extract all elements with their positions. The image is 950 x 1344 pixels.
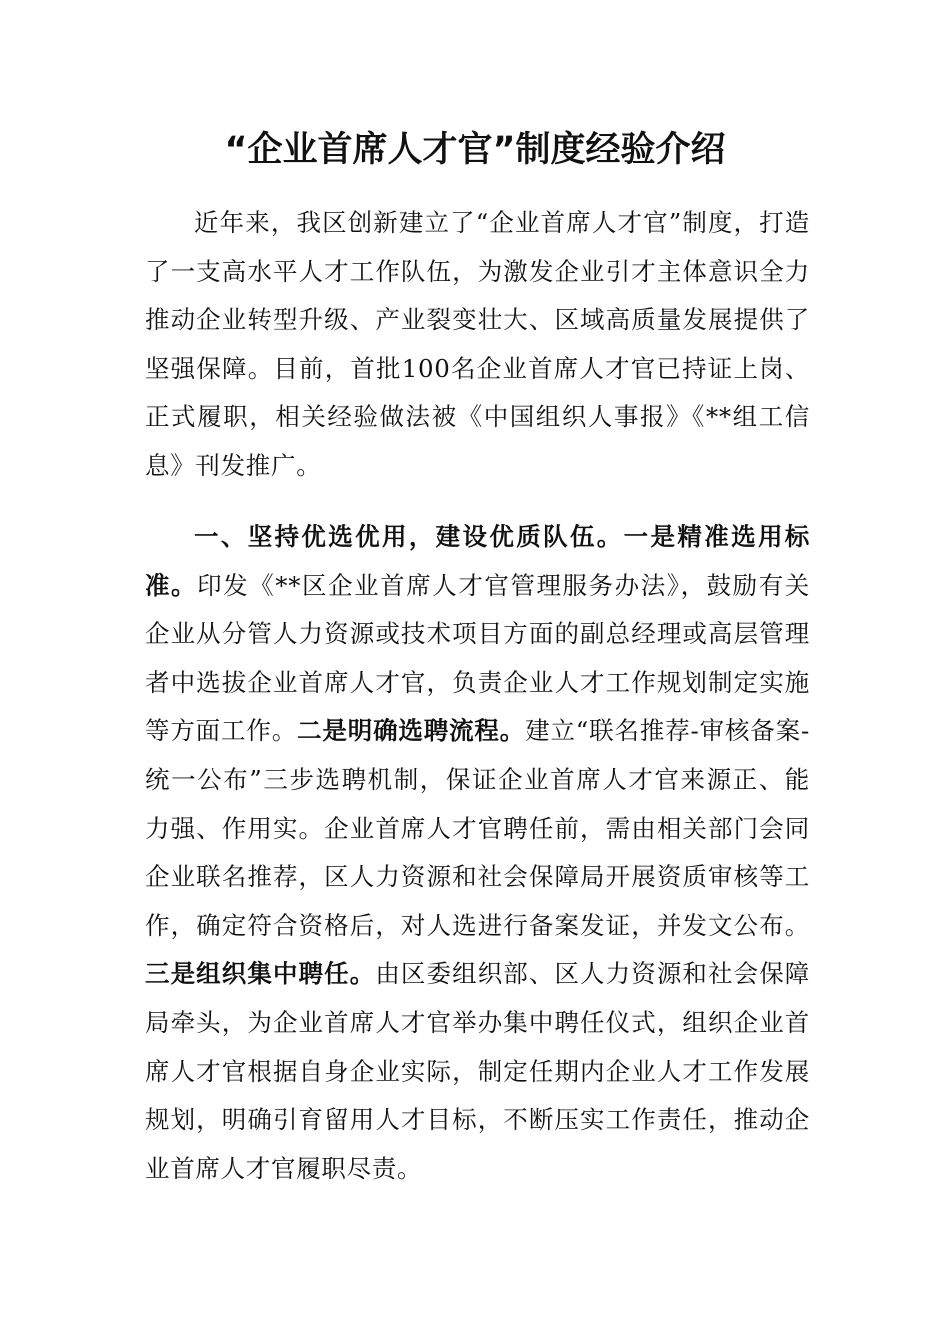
point-3-text: 由区委组织部、区人力资源和社会保障局牵头，为企业首席人才官举办集中聘任仪式，组织企业首席人才官根据自身企业实际，制定任期内企业人才工作发展规划，明确引育留用人才目标，不断压实工作责任，推动企业首席人才官履职尽责。 bbox=[145, 959, 810, 1183]
section-1-paragraph bbox=[145, 513, 810, 1193]
point-1-heading: 一是精准选用标准。 bbox=[145, 522, 810, 600]
point-3-heading: 三是组织集中聘任。 bbox=[145, 959, 376, 989]
section-1-heading: 一、坚持优选优用，建设优质队伍。 bbox=[194, 522, 624, 551]
intro-paragraph: 近年来，我区创新建立了“企业首席人才官”制度，打造了一支高水平人才工作队伍，为激发企业引才主体意识全力推动企业转型升级、产业裂变壮大、区域高质量发展提供了坚强保障。目前，首批100名企业首席人才官已持证上岗、正式履职，相关经验做法被《中国组织人事报》《**组工信息》刊发推广。 bbox=[145, 208, 810, 480]
point-1-text: 印发《**区企业首席人才官管理服务办法》，鼓励有关企业从分管人力资源或技术项目方面的副总经理或高层管理者中选拔企业首席人才官，负责企业人才工作规划制定实施等方面工作。 bbox=[145, 570, 810, 746]
point-2-heading: 二是明确选聘流程。 bbox=[297, 716, 526, 746]
document-title: “企业首席人才官”制度经验介绍 bbox=[224, 130, 726, 170]
point-2-text: 建立“联名推荐-审核备案-统一公布”三步选聘机制，保证企业首席人才官来源正、能力强、作用实。企业首席人才官聘任前，需由相关部门会同企业联名推荐，区人力资源和社会保障局开展资质审核等工作，确定符合资格后，对人选进行备案发证，并发文公布。 bbox=[145, 716, 810, 940]
